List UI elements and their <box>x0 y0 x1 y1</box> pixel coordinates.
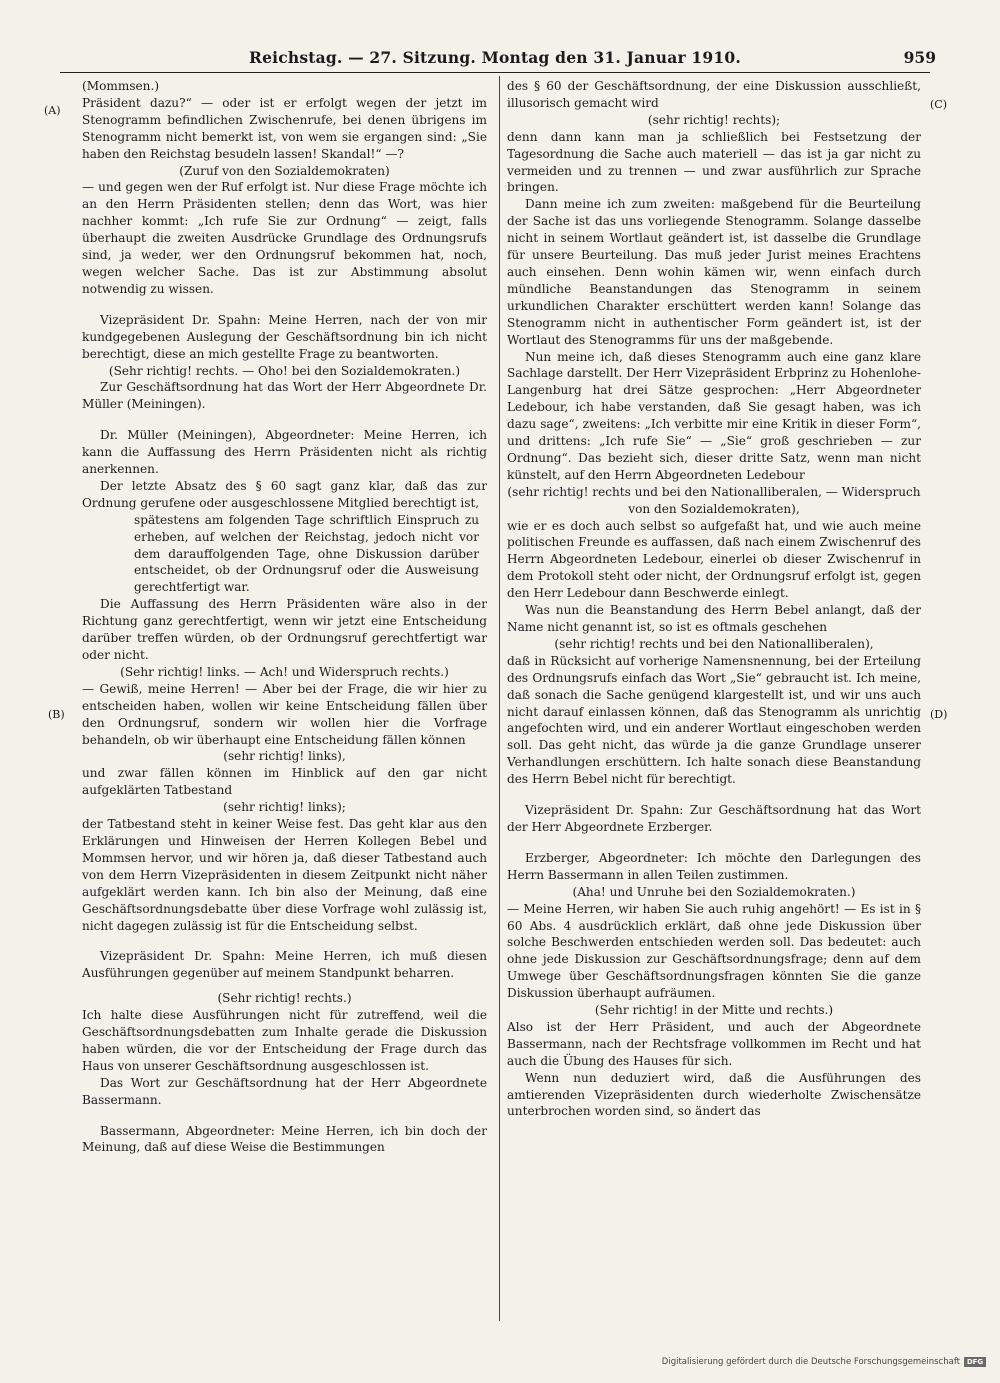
paragraph: Nun meine ich, daß dieses Stenogramm auch eine ganz klare Sachlage darstellt. Der Herr Vizepräsident Erbprinz zu Hohenlohe-Langenburg hat drei Sätze gesprochen: „Herr Abgeordneter Ledebour, ich habe verstanden, daß Sie gesagt haben, was ich dazu sage“, zweitens: „Ich verbitte mir eine Kritik in dieser Form“, und drittens: „Ich rufe Sie“ — „Sie“ groß geschrieben — zur Ordnung“. Das bezieht sich, dieser dritte Satz, wenn man nicht künstelt, auf den Herrn Abgeordneten Ledebour <box>507 349 921 482</box>
interjection: (Sehr richtig! links. — Ach! und Widerspruch rechts.) <box>120 664 449 679</box>
paragraph: des § 60 der Geschäftsordnung, der eine Diskussion ausschließt, illusorisch gemacht wird <box>507 79 921 110</box>
paragraph: Zur Geschäftsordnung hat das Wort der Herr Abgeordnete Dr. Müller (Meiningen). <box>82 380 487 412</box>
paragraph: und zwar fällen können im Hinblick auf den gar nicht aufgeklärten Tatbestand <box>82 766 487 798</box>
interjection: (Sehr richtig! rechts. — Oho! bei den Sozialdemokraten.) <box>108 363 461 378</box>
paragraph: Ich halte diese Ausführungen nicht für zutreffend, weil die Geschäftsordnungsdebatten zum Inhalte gerade die Diskussion haben würden, die vor der Entscheidung der Frage durch das Haus von unserer Geschäftsordnung ausgeschlossen ist. <box>82 1008 487 1073</box>
margin-mark-c: (C) <box>930 98 947 111</box>
margin-mark-d: (D) <box>930 708 948 721</box>
running-title: Reichstag. — 27. Sitzung. Montag den 31. Januar 1910. <box>249 48 741 67</box>
page-header <box>60 48 936 73</box>
speaker-paragraph: Dr. Müller (Meiningen), Abgeordneter: Meine Herren, ich kann die Auffassung des Herrn Präsidenten nicht als richtig anerkennen. <box>82 428 487 477</box>
block-quote: spätestens am folgenden Tage schriftlich Einspruch zu erheben, auf welchen der Reichstag, jedoch nicht vor dem darauffolgenden Tage, ohne Diskussion darüber entscheidet, ob der Ordnungsruf oder die Ausweisung gerechtfertigt war. <box>134 512 479 595</box>
paragraph: Präsident dazu?“ — oder ist er erfolgt wegen der jetzt im Stenogramm befindlichen Zwischenrufe, bei denen übrigens im Stenogramm nicht bemerkt ist, von wem sie ergangen sind: „Sie haben den Reichstag besudeln lassen! Skandal!“ —? <box>82 95 487 161</box>
paragraph: — Meine Herren, wir haben Sie auch ruhig angehört! — Es ist in § 60 Abs. 4 ausdrücklich erklärt, daß ohne jede Diskussion über solche Beschwerden entschieden werden soll. Das bedeutet: auch ohne jede Diskussion zur Geschäftsordnungsfrage; denn auf dem Umwege über Geschäftsordnungsfragen könnten Sie die ganze Diskussion überhaupt aufräumen. <box>507 901 921 1001</box>
interjection: (sehr richtig! links), <box>223 749 346 764</box>
interjection: (sehr richtig! rechts und bei den Nationalliberalen), <box>554 636 874 651</box>
paragraph: denn dann kann man ja schließlich bei Festsetzung der Tagesordnung die Sache auch materiell — das ist ja gar nicht zu vermeiden und zu trennen — und zwar ausführlich zur Sprache bringen. <box>507 129 921 195</box>
paragraph: Also ist der Herr Präsident, und auch der Abgeordnete Bassermann, nach der Rechtsfrage vollkommen im Recht und hat auch die Übung des Hauses für sich. <box>507 1019 921 1068</box>
paragraph: wie er es doch auch selbst so aufgefaßt hat, und wie auch meine politischen Freunde es auffassen, daß nach einem Zwischenruf des Herrn Abgeordneten Ledebour, einerlei ob dieser Zwischenruf in dem Protokoll steht oder nicht, der Ordnungsruf erfolgt ist, gegen den Herr Ledebour dann Beschwerde einlegt. <box>507 518 921 601</box>
speaker-continuation: (Mommsen.) <box>82 79 160 93</box>
paragraph: Das Wort zur Geschäftsordnung hat der Herr Abgeordnete Bassermann. <box>82 1075 487 1107</box>
interjection: (Sehr richtig! rechts.) <box>217 991 352 1006</box>
right-column <box>507 78 921 1120</box>
margin-mark-b: (B) <box>48 708 65 721</box>
speaker-paragraph: Vizepräsident Dr. Spahn: Meine Herren, ich muß diesen Ausführungen gegenüber auf meinem Standpunkt beharren. <box>82 949 487 981</box>
paragraph: Wenn nun deduziert wird, daß die Ausführungen des amtierenden Vizepräsidenten durch wiederholte Zwischensätze unterbrochen worden sind, so ändert das <box>507 1070 921 1119</box>
credit-text: Digitalisierung gefördert durch die Deutsche Forschungsgemeinschaft <box>661 1357 960 1367</box>
paragraph: — Gewiß, meine Herren! — Aber bei der Frage, die wir hier zu entscheiden haben, wollen wir keine Entscheidung fällen über den Ordnungsruf, sondern wir wollen hier die Vorfrage behandeln, ob wir überhaupt eine Entscheidung fällen können <box>82 681 487 747</box>
interjection: (sehr richtig! rechts); <box>647 112 781 127</box>
paragraph: Was nun die Beanstandung des Herrn Bebel anlangt, daß der Name nicht genannt ist, so ist es oftmals geschehen <box>507 603 921 634</box>
speaker-paragraph: Vizepräsident Dr. Spahn: Meine Herren, nach der von mir kundgegebenen Auslegung der Geschäftsordnung bin ich nicht berechtigt, diese an mich gestellte Frage zu beantworten. <box>82 312 487 361</box>
speaker-paragraph: Vizepräsident Dr. Spahn: Zur Geschäftsordnung hat das Wort der Herr Abgeordnete Erzberger. <box>507 803 921 834</box>
interjection: (Sehr richtig! in der Mitte und rechts.) <box>594 1003 834 1018</box>
paragraph: daß in Rücksicht auf vorherige Namensnennung, bei der Erteilung des Ordnungsrufs einfach das Wort „Sie“ gebraucht ist. Ich meine, daß sonach die Sache genügend klargestellt ist, und wir uns auch nicht darauf einlassen können, daß das Stenogramm als unrichtig angefochten wird, und ein anderer Wortlaut eingeschoben werden soll. Das geht nicht, das würde ja die ganze Grundlage unserer Verhandlungen erschüttern. Ich halte sonach diese Beanstandung des Herrn Bebel nicht für berechtigt. <box>507 653 921 787</box>
left-column <box>82 78 487 1156</box>
paragraph: — und gegen wen der Ruf erfolgt ist. Nur diese Frage möchte ich an den Herrn Präsidenten stellen; denn das Wort, was hier nachher kommt: „Ich rufe Sie zur Ordnung“ — zeigt, falls überhaupt die zweiten Ausdrücke Grundlage des Ordnungsrufs sind, ja weder, wer den Ordnungsruf bekommen hat, noch, wegen welcher Sache. Das ist zur Abstimmung absolut notwendig zu wissen. <box>82 180 487 296</box>
interjection: (Zuruf von den Sozialdemokraten) <box>179 163 390 178</box>
paragraph: Der letzte Absatz des § 60 sagt ganz klar, daß das zur Ordnung gerufene oder ausgeschlossene Mitglied berechtigt ist, <box>82 478 487 510</box>
margin-mark-a: (A) <box>44 104 61 117</box>
paragraph: Die Auffassung des Herrn Präsidenten wäre also in der Richtung ganz gerechtfertigt, wenn wir jetzt eine Entscheidung darüber treffen würden, ob der Ordnungsruf gerechtfertigt war oder nicht. <box>82 597 487 662</box>
paragraph: der Tatbestand steht in keiner Weise fest. Das geht klar aus den Erklärungen und Hinweisen der Herren Kollegen Bebel und Mommsen hervor, und wir hören ja, daß dieser Tatbestand auch von dem Herrn Vizepräsidenten in diesem Zeitpunkt nicht näher aufgeklärt werden kann. Ich bin also der Meinung, daß eine Geschäftsordnungsdebatte über diese Vorfrage wohl zulässig ist, nicht dagegen zulässig ist für die Entscheidung selbst. <box>82 817 487 933</box>
speaker-paragraph: Erzberger, Abgeordneter: Ich möchte den Darlegungen des Herrn Bassermann in allen Teilen zustimmen. <box>507 850 921 882</box>
interjection: (Aha! und Unruhe bei den Sozialdemokraten.) <box>572 884 856 899</box>
dfg-logo: DFG <box>964 1357 986 1367</box>
column-divider <box>499 76 500 1321</box>
interjection: (sehr richtig! rechts und bei den Nationalliberalen, — Widerspruch von den Sozialdemokraten), <box>507 484 921 516</box>
digitization-credit <box>662 1357 986 1367</box>
speaker-paragraph: Bassermann, Abgeordneter: Meine Herren, ich bin doch der Meinung, daß auf diese Weise die Bestimmungen <box>82 1123 487 1155</box>
interjection: (sehr richtig! links); <box>223 800 346 815</box>
paragraph: Dann meine ich zum zweiten: maßgebend für die Beurteilung der Sache ist das uns vorliegende Stenogramm. Solange dasselbe nicht in seinem Wortlaut geändert ist, ist dasselbe die Grundlage für unsere Beurteilung. Das muß jeder Jurist meines Erachtens auch einsehen. Denn wohin kämen wir, wenn einfach durch mündliche Beanstandungen das Stenogramm in seinem urkundlichen Charakter erschüttert werden kann! Solange das Stenogramm nicht in authentischer Form geändert ist, ist der Wortlaut des Stenogramms für uns der maßgebende. <box>507 197 921 347</box>
page-number: 959 <box>903 48 936 67</box>
